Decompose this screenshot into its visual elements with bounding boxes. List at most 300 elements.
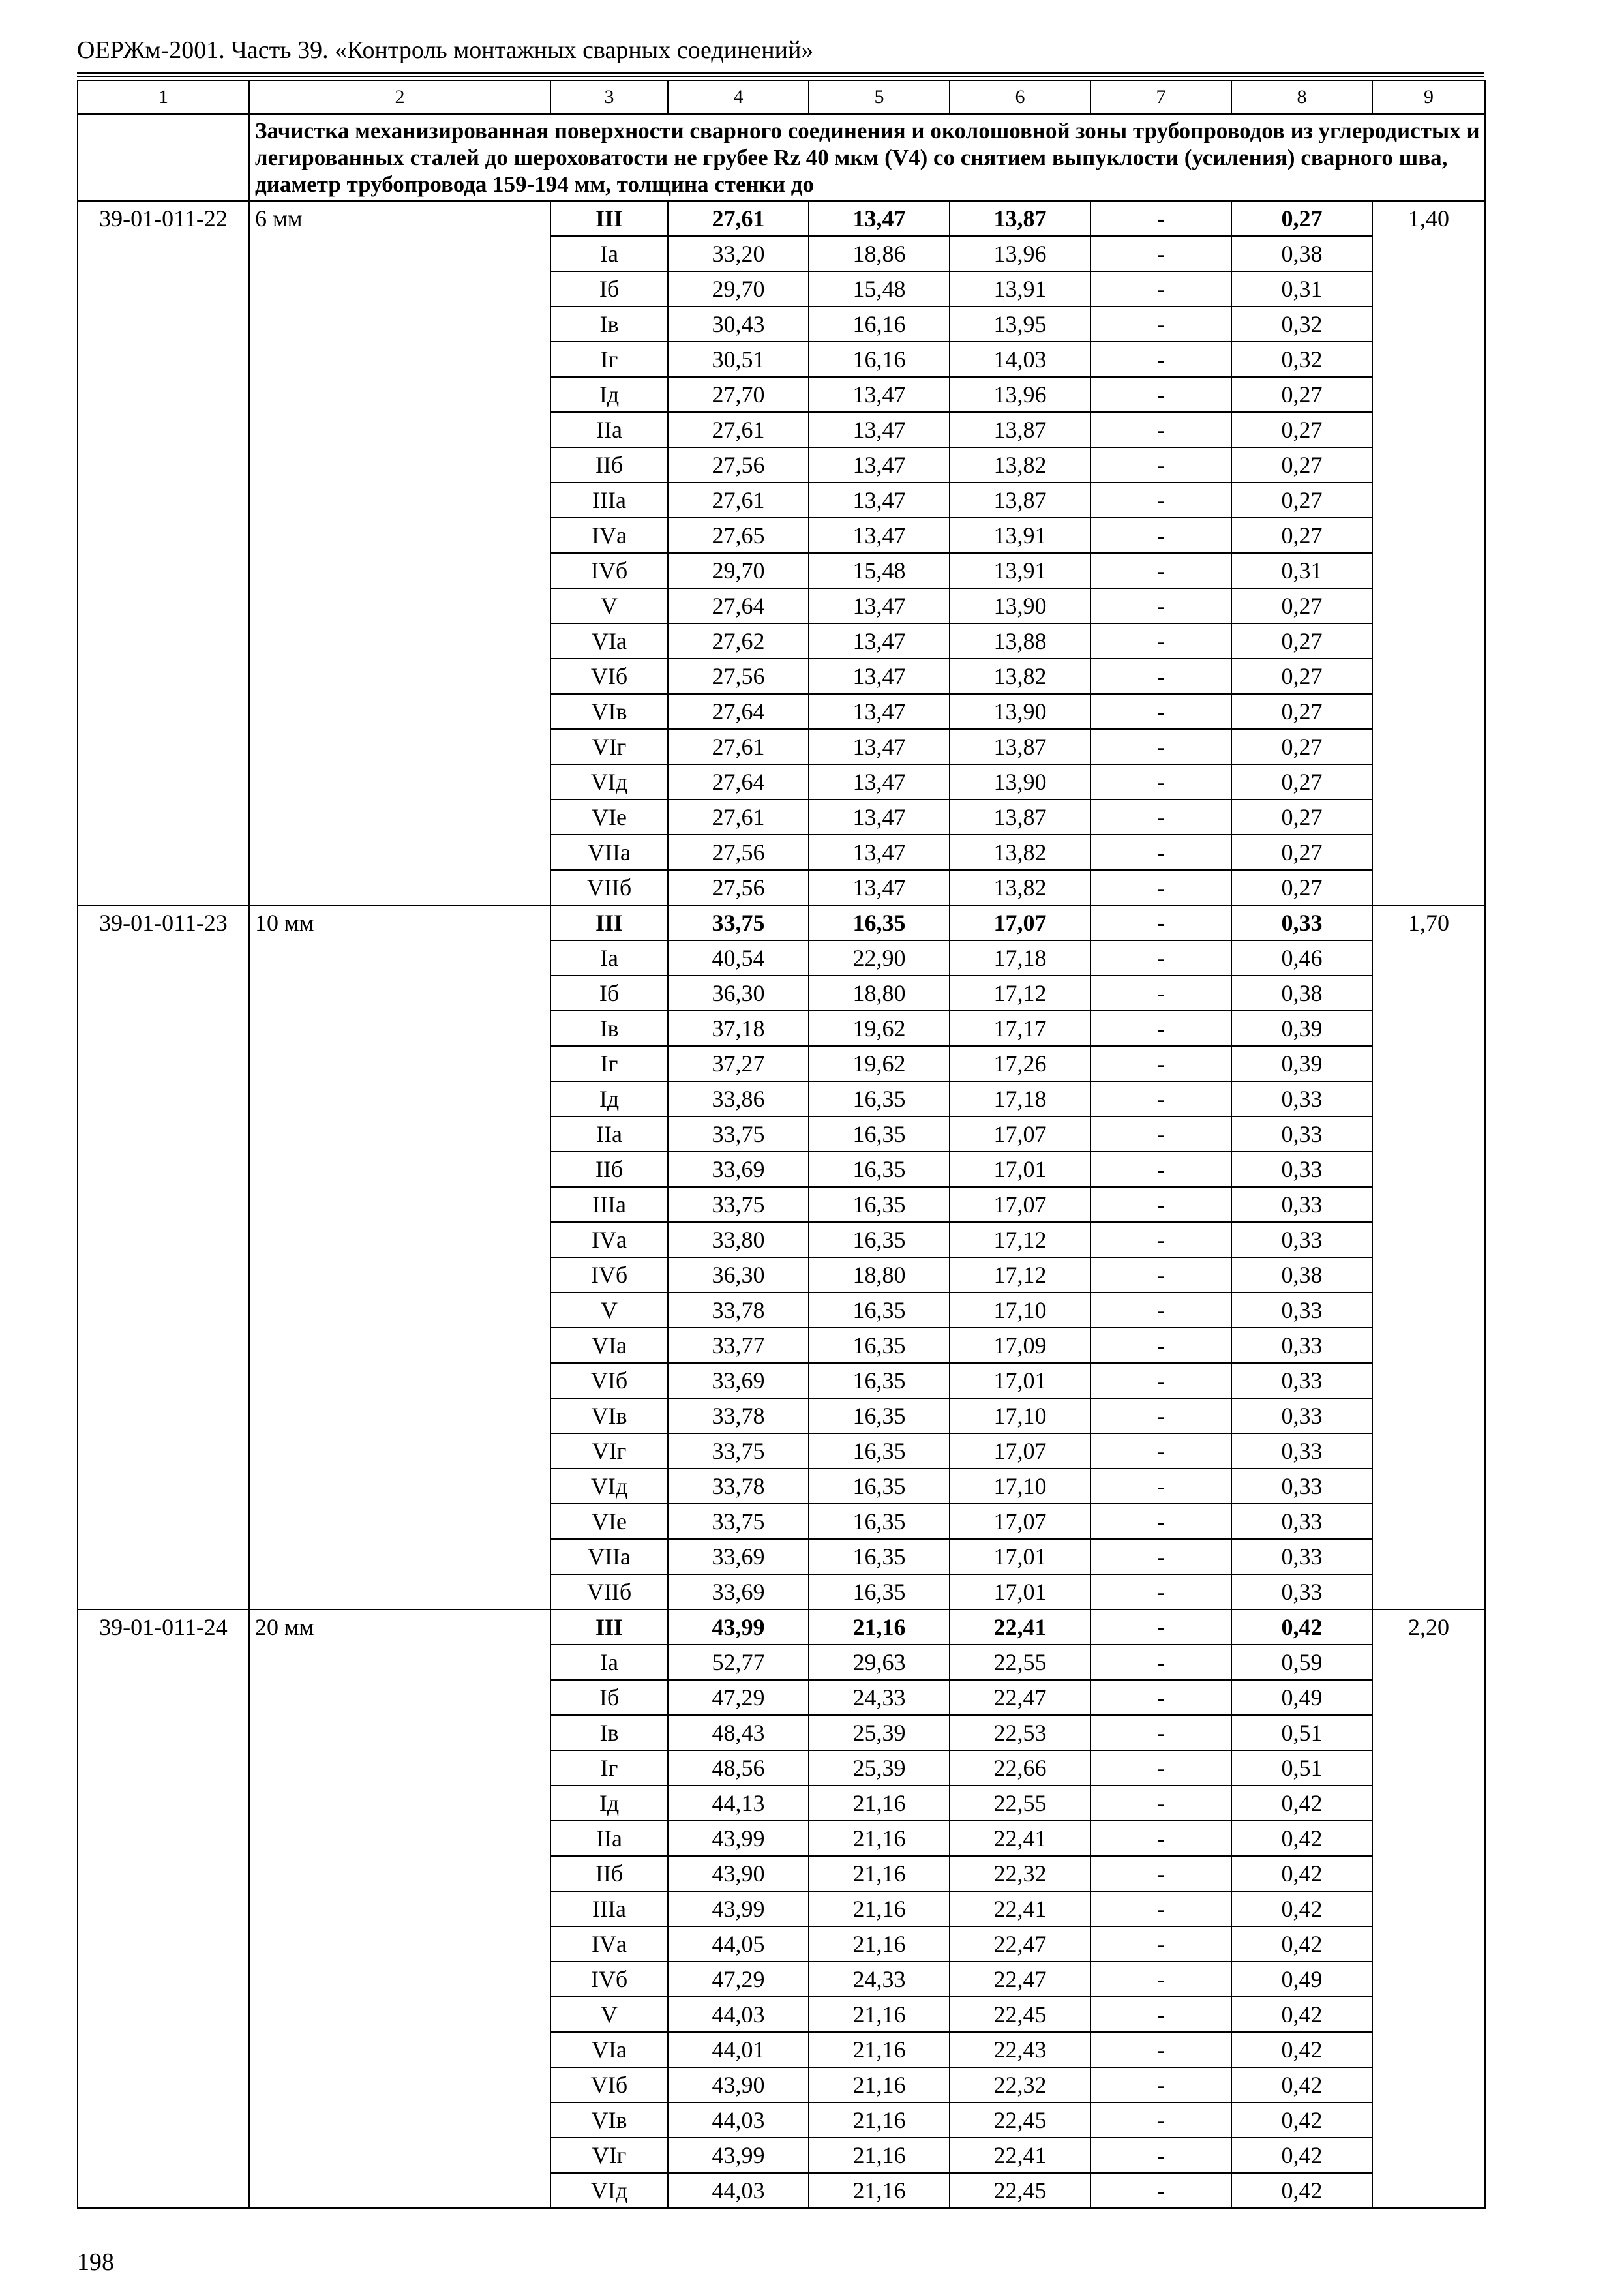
column-number: 9 xyxy=(1372,80,1485,114)
col4-value: 33,78 xyxy=(668,1398,809,1433)
col4-value: 48,43 xyxy=(668,1715,809,1750)
col8-value: 0,33 xyxy=(1231,1152,1372,1187)
col5-value: 21,16 xyxy=(809,1856,950,1891)
col4-value: 33,78 xyxy=(668,1293,809,1328)
col6-value: 13,90 xyxy=(950,764,1090,800)
col6-value: 17,01 xyxy=(950,1152,1090,1187)
col5-value: 21,16 xyxy=(809,1997,950,2032)
col4-value: 27,65 xyxy=(668,518,809,553)
col7-value: - xyxy=(1090,940,1231,976)
col8-value: 0,27 xyxy=(1231,800,1372,835)
col5-value: 13,47 xyxy=(809,412,950,447)
col6-value: 13,91 xyxy=(950,553,1090,588)
col5-value: 16,35 xyxy=(809,1469,950,1504)
col5-value: 16,35 xyxy=(809,1152,950,1187)
col4-value: 43,99 xyxy=(668,1891,809,1926)
col4-value: 33,75 xyxy=(668,905,809,940)
column-number: 2 xyxy=(249,80,550,114)
col7-value: - xyxy=(1090,1856,1231,1891)
col5-value: 18,80 xyxy=(809,976,950,1011)
col5-value: 13,47 xyxy=(809,694,950,729)
col7-value: - xyxy=(1090,1046,1231,1081)
col7-value: - xyxy=(1090,236,1231,271)
zone-code: Iв xyxy=(550,1011,668,1046)
col8-value: 0,27 xyxy=(1231,623,1372,659)
zone-code: Iа xyxy=(550,940,668,976)
col8-value: 0,27 xyxy=(1231,412,1372,447)
col4-value: 44,01 xyxy=(668,2032,809,2067)
col5-value: 15,48 xyxy=(809,271,950,307)
col7-value: - xyxy=(1090,271,1231,307)
col5-value: 29,63 xyxy=(809,1645,950,1680)
zone-code: IIб xyxy=(550,447,668,483)
col6-value: 13,82 xyxy=(950,447,1090,483)
col6-value: 13,96 xyxy=(950,236,1090,271)
col4-value: 44,05 xyxy=(668,1926,809,1962)
zone-code: VIв xyxy=(550,1398,668,1433)
col6-value: 17,07 xyxy=(950,1116,1090,1152)
col6-value: 22,53 xyxy=(950,1715,1090,1750)
col6-value: 17,17 xyxy=(950,1011,1090,1046)
col4-value: 37,27 xyxy=(668,1046,809,1081)
col8-value: 0,27 xyxy=(1231,518,1372,553)
col6-value: 17,10 xyxy=(950,1469,1090,1504)
col8-value: 0,27 xyxy=(1231,377,1372,412)
col4-value: 27,64 xyxy=(668,694,809,729)
col4-value: 27,62 xyxy=(668,623,809,659)
col5-value: 21,16 xyxy=(809,2102,950,2138)
col4-value: 33,75 xyxy=(668,1433,809,1469)
col8-value: 0,31 xyxy=(1231,553,1372,588)
zone-code: IVб xyxy=(550,1962,668,1997)
col5-value: 16,35 xyxy=(809,1222,950,1257)
col8-value: 0,27 xyxy=(1231,764,1372,800)
col5-value: 13,47 xyxy=(809,800,950,835)
col4-value: 36,30 xyxy=(668,1257,809,1293)
col8-value: 0,42 xyxy=(1231,1997,1372,2032)
col6-value: 17,18 xyxy=(950,940,1090,976)
zone-code: VIв xyxy=(550,2102,668,2138)
zone-code: VIа xyxy=(550,623,668,659)
col5-value: 21,16 xyxy=(809,2173,950,2208)
col8-value: 0,51 xyxy=(1231,1715,1372,1750)
col5-value: 13,47 xyxy=(809,201,950,236)
rate-code: 39-01-011-24 xyxy=(78,1609,249,2208)
col7-value: - xyxy=(1090,2102,1231,2138)
col6-value: 17,09 xyxy=(950,1328,1090,1363)
col7-value: - xyxy=(1090,976,1231,1011)
col6-value: 17,01 xyxy=(950,1574,1090,1609)
col7-value: - xyxy=(1090,1398,1231,1433)
zone-code: V xyxy=(550,1997,668,2032)
rate-code: 39-01-011-22 xyxy=(78,201,249,905)
col8-value: 0,51 xyxy=(1231,1750,1372,1786)
col8-value: 0,42 xyxy=(1231,1891,1372,1926)
col6-value: 22,47 xyxy=(950,1680,1090,1715)
col5-value: 19,62 xyxy=(809,1046,950,1081)
col4-value: 44,03 xyxy=(668,2102,809,2138)
col4-value: 27,70 xyxy=(668,377,809,412)
col4-value: 33,75 xyxy=(668,1187,809,1222)
col4-value: 30,51 xyxy=(668,342,809,377)
col8-value: 0,27 xyxy=(1231,201,1372,236)
col5-value: 18,86 xyxy=(809,236,950,271)
zone-code: IVа xyxy=(550,1926,668,1962)
col7-value: - xyxy=(1090,1715,1231,1750)
col8-value: 0,27 xyxy=(1231,729,1372,764)
col8-value: 0,33 xyxy=(1231,1504,1372,1539)
zone-code: Iа xyxy=(550,1645,668,1680)
col9-value: 1,70 xyxy=(1372,905,1485,1609)
table-body xyxy=(78,80,1485,2208)
col4-value: 33,80 xyxy=(668,1222,809,1257)
col6-value: 22,32 xyxy=(950,2067,1090,2102)
col5-value: 19,62 xyxy=(809,1011,950,1046)
col6-value: 13,82 xyxy=(950,659,1090,694)
zone-code: VIIб xyxy=(550,870,668,905)
col7-value: - xyxy=(1090,1821,1231,1856)
col6-value: 13,87 xyxy=(950,483,1090,518)
col6-value: 22,41 xyxy=(950,1609,1090,1645)
col8-value: 0,42 xyxy=(1231,1821,1372,1856)
col4-value: 33,69 xyxy=(668,1363,809,1398)
col6-value: 22,47 xyxy=(950,1926,1090,1962)
col6-value: 22,41 xyxy=(950,2138,1090,2173)
col7-value: - xyxy=(1090,1926,1231,1962)
col4-value: 27,61 xyxy=(668,412,809,447)
col4-value: 27,56 xyxy=(668,870,809,905)
col8-value: 0,42 xyxy=(1231,1856,1372,1891)
col9-value: 2,20 xyxy=(1372,1609,1485,2208)
col6-value: 17,07 xyxy=(950,1187,1090,1222)
col6-value: 13,91 xyxy=(950,518,1090,553)
col5-value: 21,16 xyxy=(809,2032,950,2067)
col6-value: 13,96 xyxy=(950,377,1090,412)
col6-value: 13,87 xyxy=(950,201,1090,236)
col4-value: 48,56 xyxy=(668,1750,809,1786)
col8-value: 0,27 xyxy=(1231,447,1372,483)
section-title: Зачистка механизированная поверхности сварного соединения и околошовной зоны трубопроводов из углеродистых и легированных сталей до шероховатости не грубее Rz 40 мкм (V4) со снятием выпуклости (усиления) сварного шва, диаметр трубопровода 159-194 мм, толщина стенки до xyxy=(249,114,1485,201)
col5-value: 16,35 xyxy=(809,1293,950,1328)
col6-value: 13,88 xyxy=(950,623,1090,659)
column-number: 7 xyxy=(1090,80,1231,114)
col7-value: - xyxy=(1090,1011,1231,1046)
column-number: 6 xyxy=(950,80,1090,114)
col6-value: 13,91 xyxy=(950,271,1090,307)
zone-code: IVа xyxy=(550,518,668,553)
col7-value: - xyxy=(1090,1222,1231,1257)
col7-value: - xyxy=(1090,1469,1231,1504)
wall-thickness: 6 мм xyxy=(249,201,550,905)
col5-value: 16,35 xyxy=(809,1433,950,1469)
col7-value: - xyxy=(1090,1433,1231,1469)
col7-value: - xyxy=(1090,412,1231,447)
col5-value: 16,35 xyxy=(809,1116,950,1152)
col5-value: 13,47 xyxy=(809,659,950,694)
column-number-row xyxy=(78,80,1485,114)
col8-value: 0,49 xyxy=(1231,1962,1372,1997)
col8-value: 0,46 xyxy=(1231,940,1372,976)
col4-value: 29,70 xyxy=(668,271,809,307)
col4-value: 33,77 xyxy=(668,1328,809,1363)
zone-code: Iг xyxy=(550,1750,668,1786)
zone-code: Iб xyxy=(550,976,668,1011)
col6-value: 17,10 xyxy=(950,1398,1090,1433)
col5-value: 13,47 xyxy=(809,483,950,518)
col5-value: 13,47 xyxy=(809,729,950,764)
zone-code: VIа xyxy=(550,1328,668,1363)
zone-code: IIа xyxy=(550,412,668,447)
col7-value: - xyxy=(1090,1257,1231,1293)
col5-value: 21,16 xyxy=(809,1926,950,1962)
zone-code: IIIа xyxy=(550,1187,668,1222)
col5-value: 21,16 xyxy=(809,1821,950,1856)
col6-value: 17,07 xyxy=(950,905,1090,940)
col4-value: 33,20 xyxy=(668,236,809,271)
wall-thickness: 10 мм xyxy=(249,905,550,1609)
col7-value: - xyxy=(1090,1574,1231,1609)
col7-value: - xyxy=(1090,1786,1231,1821)
col6-value: 17,12 xyxy=(950,1257,1090,1293)
col7-value: - xyxy=(1090,1187,1231,1222)
col5-value: 16,35 xyxy=(809,1539,950,1574)
col6-value: 13,90 xyxy=(950,694,1090,729)
col7-value: - xyxy=(1090,201,1231,236)
col4-value: 33,75 xyxy=(668,1504,809,1539)
col7-value: - xyxy=(1090,1997,1231,2032)
zone-code: VIг xyxy=(550,2138,668,2173)
col6-value: 22,55 xyxy=(950,1786,1090,1821)
col7-value: - xyxy=(1090,2173,1231,2208)
col7-value: - xyxy=(1090,2138,1231,2173)
col8-value: 0,27 xyxy=(1231,694,1372,729)
col8-value: 0,33 xyxy=(1231,1081,1372,1116)
zone-code: VIд xyxy=(550,764,668,800)
col6-value: 13,87 xyxy=(950,729,1090,764)
col7-value: - xyxy=(1090,307,1231,342)
col4-value: 27,64 xyxy=(668,764,809,800)
col8-value: 0,33 xyxy=(1231,1574,1372,1609)
col4-value: 30,43 xyxy=(668,307,809,342)
col5-value: 25,39 xyxy=(809,1715,950,1750)
col4-value: 33,69 xyxy=(668,1574,809,1609)
col8-value: 0,33 xyxy=(1231,1187,1372,1222)
col4-value: 44,03 xyxy=(668,2173,809,2208)
col8-value: 0,33 xyxy=(1231,1398,1372,1433)
table-row-main xyxy=(78,905,1485,940)
col8-value: 0,27 xyxy=(1231,870,1372,905)
col8-value: 0,27 xyxy=(1231,483,1372,518)
zone-code: VIIа xyxy=(550,835,668,870)
col4-value: 43,90 xyxy=(668,2067,809,2102)
col8-value: 0,33 xyxy=(1231,905,1372,940)
col7-value: - xyxy=(1090,1750,1231,1786)
col7-value: - xyxy=(1090,1293,1231,1328)
table-row-main xyxy=(78,1609,1485,1645)
col6-value: 17,12 xyxy=(950,1222,1090,1257)
col8-value: 0,42 xyxy=(1231,1786,1372,1821)
col4-value: 43,99 xyxy=(668,1609,809,1645)
col7-value: - xyxy=(1090,377,1231,412)
zone-code: V xyxy=(550,1293,668,1328)
col7-value: - xyxy=(1090,1891,1231,1926)
col4-value: 52,77 xyxy=(668,1645,809,1680)
col6-value: 17,26 xyxy=(950,1046,1090,1081)
col7-value: - xyxy=(1090,1504,1231,1539)
col7-value: - xyxy=(1090,659,1231,694)
col8-value: 0,42 xyxy=(1231,2138,1372,2173)
col4-value: 33,78 xyxy=(668,1469,809,1504)
col6-value: 22,43 xyxy=(950,2032,1090,2067)
col4-value: 33,75 xyxy=(668,1116,809,1152)
zone-code: Iа xyxy=(550,236,668,271)
col8-value: 0,33 xyxy=(1231,1293,1372,1328)
zone-code: IIб xyxy=(550,1152,668,1187)
col5-value: 16,35 xyxy=(809,1504,950,1539)
col8-value: 0,32 xyxy=(1231,342,1372,377)
col6-value: 22,55 xyxy=(950,1645,1090,1680)
col8-value: 0,31 xyxy=(1231,271,1372,307)
col6-value: 13,82 xyxy=(950,835,1090,870)
col6-value: 22,45 xyxy=(950,2102,1090,2138)
wall-thickness: 20 мм xyxy=(249,1609,550,2208)
col8-value: 0,42 xyxy=(1231,1926,1372,1962)
col8-value: 0,27 xyxy=(1231,835,1372,870)
col8-value: 0,27 xyxy=(1231,659,1372,694)
col6-value: 17,01 xyxy=(950,1363,1090,1398)
col7-value: - xyxy=(1090,1328,1231,1363)
col8-value: 0,38 xyxy=(1231,236,1372,271)
zone-code: VIе xyxy=(550,1504,668,1539)
col4-value: 47,29 xyxy=(668,1962,809,1997)
rate-code: 39-01-011-23 xyxy=(78,905,249,1609)
col5-value: 13,47 xyxy=(809,835,950,870)
col7-value: - xyxy=(1090,1116,1231,1152)
col6-value: 13,82 xyxy=(950,870,1090,905)
col7-value: - xyxy=(1090,2067,1231,2102)
col5-value: 21,16 xyxy=(809,1786,950,1821)
col7-value: - xyxy=(1090,800,1231,835)
col5-value: 21,16 xyxy=(809,2138,950,2173)
col4-value: 27,61 xyxy=(668,201,809,236)
document-header: ОЕРЖм-2001. Часть 39. «Контроль монтажных сварных соединений» xyxy=(77,37,814,64)
col5-value: 18,80 xyxy=(809,1257,950,1293)
col5-value: 13,47 xyxy=(809,377,950,412)
col8-value: 0,42 xyxy=(1231,2032,1372,2067)
col8-value: 0,33 xyxy=(1231,1363,1372,1398)
col5-value: 16,35 xyxy=(809,1363,950,1398)
header-rule xyxy=(77,72,1484,74)
col6-value: 22,45 xyxy=(950,2173,1090,2208)
col7-value: - xyxy=(1090,1645,1231,1680)
zone-code: Iб xyxy=(550,1680,668,1715)
zone-code: VIа xyxy=(550,2032,668,2067)
col4-value: 27,56 xyxy=(668,835,809,870)
col5-value: 16,35 xyxy=(809,1574,950,1609)
col5-value: 16,35 xyxy=(809,1328,950,1363)
col5-value: 13,47 xyxy=(809,518,950,553)
col4-value: 36,30 xyxy=(668,976,809,1011)
col7-value: - xyxy=(1090,342,1231,377)
col7-value: - xyxy=(1090,588,1231,623)
zone-code: IIIа xyxy=(550,483,668,518)
col5-value: 16,16 xyxy=(809,307,950,342)
zone-code: Iд xyxy=(550,1786,668,1821)
col7-value: - xyxy=(1090,905,1231,940)
col6-value: 13,90 xyxy=(950,588,1090,623)
col4-value: 27,61 xyxy=(668,483,809,518)
col6-value: 17,07 xyxy=(950,1504,1090,1539)
col6-value: 17,18 xyxy=(950,1081,1090,1116)
col7-value: - xyxy=(1090,870,1231,905)
col8-value: 0,59 xyxy=(1231,1645,1372,1680)
col8-value: 0,49 xyxy=(1231,1680,1372,1715)
column-number: 5 xyxy=(809,80,950,114)
col6-value: 22,41 xyxy=(950,1821,1090,1856)
col7-value: - xyxy=(1090,1081,1231,1116)
col8-value: 0,38 xyxy=(1231,1257,1372,1293)
zone-code: Iд xyxy=(550,1081,668,1116)
col6-value: 17,07 xyxy=(950,1433,1090,1469)
col6-value: 14,03 xyxy=(950,342,1090,377)
zone-code: IIб xyxy=(550,1856,668,1891)
col7-value: - xyxy=(1090,1152,1231,1187)
rates-table xyxy=(77,80,1486,2209)
col4-value: 44,03 xyxy=(668,1997,809,2032)
zone-code: VIб xyxy=(550,2067,668,2102)
col8-value: 0,42 xyxy=(1231,1609,1372,1645)
col8-value: 0,33 xyxy=(1231,1222,1372,1257)
col6-value: 13,87 xyxy=(950,800,1090,835)
col5-value: 16,35 xyxy=(809,1398,950,1433)
zone-code: VIб xyxy=(550,659,668,694)
col6-value: 17,10 xyxy=(950,1293,1090,1328)
col5-value: 21,16 xyxy=(809,2067,950,2102)
col7-value: - xyxy=(1090,1680,1231,1715)
section-title-row xyxy=(78,114,1485,201)
table-row-main xyxy=(78,201,1485,236)
col8-value: 0,33 xyxy=(1231,1469,1372,1504)
col5-value: 13,47 xyxy=(809,447,950,483)
col5-value: 16,35 xyxy=(809,1187,950,1222)
zone-code: III xyxy=(550,1609,668,1645)
col6-value: 22,41 xyxy=(950,1891,1090,1926)
col5-value: 21,16 xyxy=(809,1891,950,1926)
col5-value: 25,39 xyxy=(809,1750,950,1786)
col6-value: 17,12 xyxy=(950,976,1090,1011)
zone-code: IVб xyxy=(550,1257,668,1293)
zone-code: VIIб xyxy=(550,1574,668,1609)
col7-value: - xyxy=(1090,1539,1231,1574)
col7-value: - xyxy=(1090,1363,1231,1398)
col4-value: 27,61 xyxy=(668,800,809,835)
zone-code: III xyxy=(550,201,668,236)
col5-value: 13,47 xyxy=(809,588,950,623)
zone-code: III xyxy=(550,905,668,940)
zone-code: Iд xyxy=(550,377,668,412)
col4-value: 40,54 xyxy=(668,940,809,976)
col7-value: - xyxy=(1090,553,1231,588)
col4-value: 43,99 xyxy=(668,2138,809,2173)
col7-value: - xyxy=(1090,835,1231,870)
zone-code: Iб xyxy=(550,271,668,307)
col7-value: - xyxy=(1090,1962,1231,1997)
zone-code: VIг xyxy=(550,729,668,764)
col6-value: 13,95 xyxy=(950,307,1090,342)
col5-value: 16,35 xyxy=(809,905,950,940)
col5-value: 13,47 xyxy=(809,870,950,905)
zone-code: VIд xyxy=(550,1469,668,1504)
